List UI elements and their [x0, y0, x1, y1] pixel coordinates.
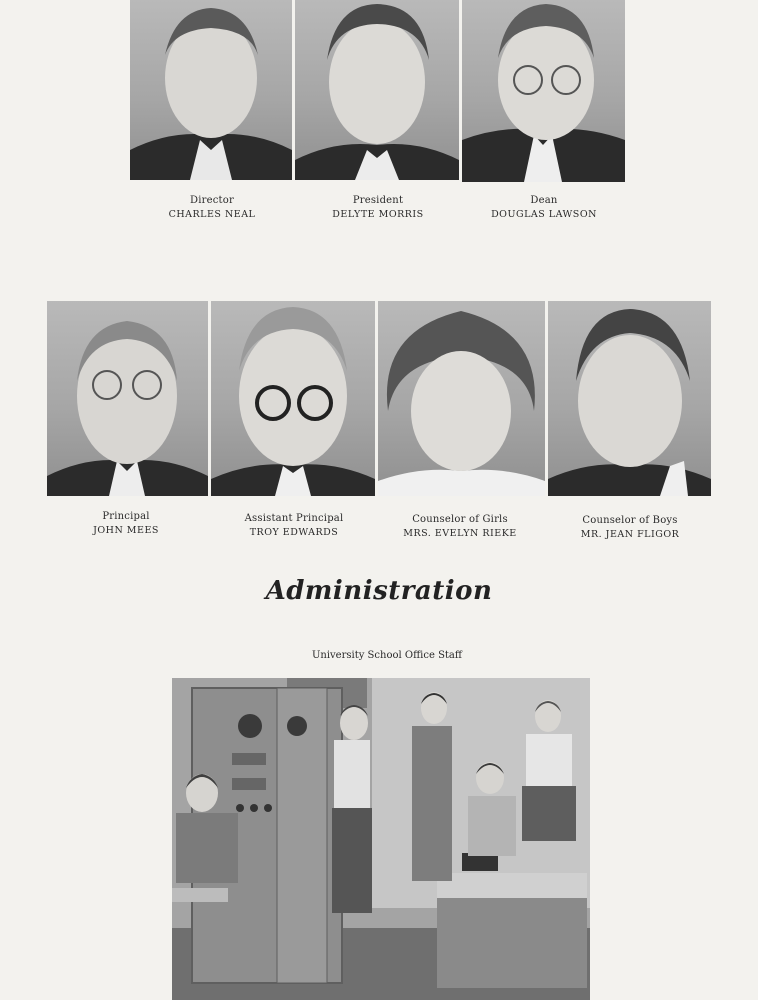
portrait-counselor-of-girls	[378, 301, 545, 496]
caption-counselor-of-girls	[390, 513, 530, 541]
group-photo-caption: University School Office Staff	[311, 650, 463, 661]
caption-director	[150, 194, 274, 222]
caption-title: Dean	[530, 195, 558, 206]
caption-title: Counselor of Girls	[412, 514, 508, 525]
caption-title: Counselor of Boys	[582, 515, 678, 526]
portrait-dean	[462, 0, 625, 182]
caption-principal	[64, 510, 188, 538]
caption-dean	[482, 194, 606, 222]
caption-name: MRS. EVELYN RIEKE	[403, 528, 517, 539]
caption-name: TROY EDWARDS	[249, 527, 339, 538]
caption-counselor-of-boys	[560, 514, 700, 542]
portrait-assistant-principal	[211, 301, 375, 496]
caption-title: Principal	[102, 511, 150, 522]
portrait-director	[130, 0, 292, 180]
portrait-counselor-of-boys	[548, 301, 711, 496]
portrait-president	[295, 0, 459, 180]
caption-president	[316, 194, 440, 222]
caption-name: DELYTE MORRIS	[332, 209, 424, 220]
page-title: Administration	[265, 576, 493, 606]
caption-title: Assistant Principal	[244, 513, 344, 524]
portrait-principal	[47, 301, 208, 496]
caption-name: CHARLES NEAL	[168, 209, 256, 220]
caption-name: MR. JEAN FLIGOR	[580, 529, 680, 540]
caption-title: President	[352, 195, 404, 206]
caption-name: DOUGLAS LAWSON	[491, 209, 597, 220]
office-staff-photo	[172, 678, 590, 1000]
caption-title: Director	[190, 195, 234, 206]
caption-name: JOHN MEES	[93, 525, 159, 536]
caption-assistant-principal	[224, 512, 364, 540]
